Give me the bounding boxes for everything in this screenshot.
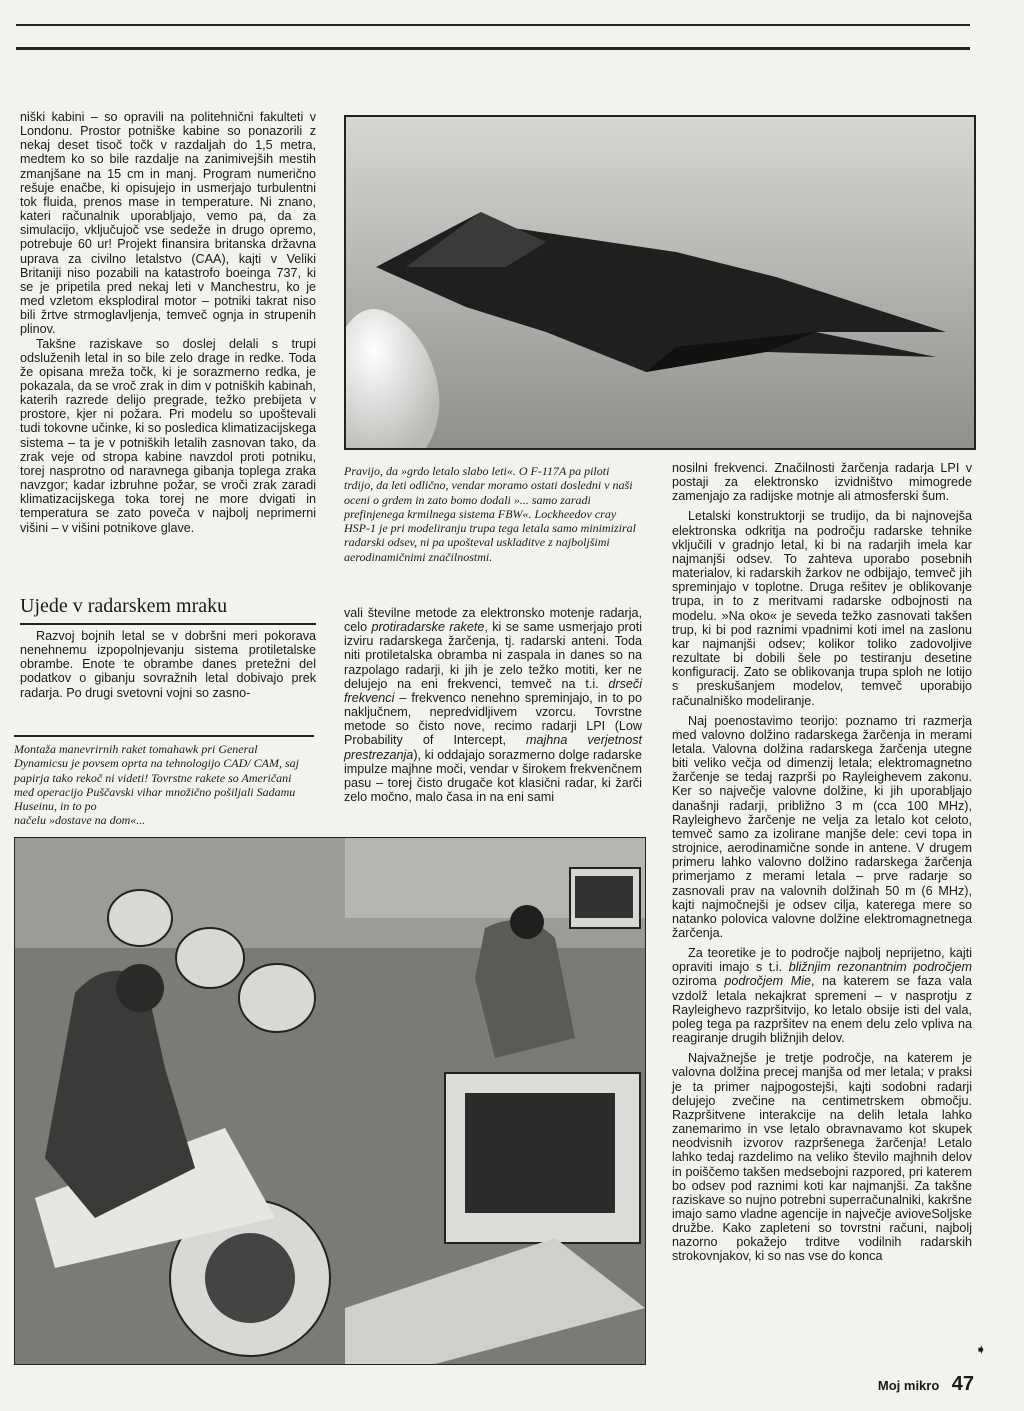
- page-footer: [878, 1373, 974, 1396]
- top-rule-thick: [16, 47, 970, 50]
- page-number: 47: [951, 1373, 974, 1395]
- paragraph: vali številne metode za elektronsko motenje radarja, celo protiradarske rakete, ki se same usmerjajo proti izviru radarskega žarčenja, tj. radarski anteni. Toda niti protiletalska obramba ni zaspala in danes so na razpolago radarji, ki jih je zelo težko motiti, ker ne delujejo na eni frekvenci, temveč na t.i. drseči frekvenci – frekvenco nenehno spreminjajo, in to po naključnem, nepredvidljivem vzorcu. Tovrstne metode so čisto nove, recimo radarji LPI (Low Probability of Intercept, majhna verjetnost prestrezanja), ki oddajajo sorazmerno dolge radarske impulze majhne moči, vendar v širokem frekvenčnem pasu – torej čisto drugače kot klasični radar, ki žarči zelo močno, malo časa in na eni sami: [344, 606, 643, 805]
- section-heading: Ujede v radarskem mraku: [20, 594, 316, 625]
- paragraph: Letalski konstruktorji se trudijo, da bi najnovejša elektronska odkritja na področju radarske tehnike vključili v gradnjo letal, ki bi na radarjih imela kar najmanjši odsev. To zahteva uporabo posebnih materialov, ki radarskih žarkov ne odbijajo, temveč jih spreminjajo v toplotne. Druga rešitev je oblikovanje trupa, in to z meritvami radarske odbojnosti na modelu. »Na oko« je seveda težko zasnovati takšen trup, ki bi pod raznimi vpadnimi koti imel na zaslonu kar najmanjši odsev; kolikor toliko zadovoljive rezultate bi dobili šele po testiranju desetine konfiguracij. Zato se oblikovanja trupa sploh ne lotijo s preskušanjem modelov, temveč uporabijo računalniško modeliranje.: [672, 509, 972, 708]
- column-1-top: [20, 110, 316, 535]
- photo-missile-assembly: [14, 837, 646, 1365]
- magazine-name: Moj mikro: [877, 1378, 940, 1393]
- paragraph: Najvažnejše je tretje področje, na katerem je valovna dolžina precej manjša od mer letala; v praksi je ta primer najpogostejši, kajti sodobni radarji delujejo zvečine na centimetrskem območju. Razpršitvene interakcije na delih letala lahko zanemarimo in vse letalo obravnavamo kot skupek neodvisnih izvorov razpršenega žarčenja! Letalo lahko tedaj razdelimo na veliko število majhnih delov in poiščemo takšen medsebojni razpored, pri katerem bo odsev pod raznimi koti kar najmanjši. Za takšne raziskave so nujno potrebni superračunalniki, kakršne imajo samo vladne agencije in največje avioveSoljske družbe. Kako zapleteni so tovrstni računi, najbolj nazorno pokažejo trditve vodilnih radarskih strokovnjakov, ki so nas vse do konca: [672, 1051, 972, 1264]
- continue-arrow-icon: ➧: [975, 1341, 987, 1357]
- paragraph: niški kabini – so opravili na politehnični fakulteti v Londonu. Prostor potniške kabine so ponazorili z nekaj deset tisoč točk v razdaljah do 1,5 metra, medtem ko so bile razdalje na zanimivejših mestih zmanjšane na 15 cm in manj. Program numerično rešuje enačbe, ki opisujejo in usmerjajo turbulentni tok fluida, prenos mase in temperature. Ni znano, kateri računalnik uporabljajo, vemo pa, da za simulacijo, vključujoč vse sedeže in drugo opremo, potrebuje 60 ur! Projekt finansira britanska državna uprava za civilno letalstvo (CAA), kajti v Veliki Britaniji niso pozabili na katastrofo boeinga 737, ki se je pripetila pred nekaj leti v Manchestru, ko je med vzletom eksplodiral motor – potniki takrat niso bili žrtve strmoglavljenja, temveč ognja in strupenih plinov.: [20, 110, 316, 337]
- column-1-bottom: [20, 629, 316, 700]
- paragraph: nosilni frekvenci. Značilnosti žarčenja radarja LPI v postaji za elektronsko izvidništvo mimogrede zamenjajo za radijske motnje ali atmosferski šum.: [672, 461, 972, 504]
- paragraph: Razvoj bojnih letal se v dobršni meri pokorava nenehnemu izpopolnjevanju sistema protiletalske obrambe. Enote te obrambe danes pretežni del podatkov o gibanju sovražnih letal dobivajo prek radarja. Po drugi svetovni vojni so zasno-: [20, 629, 316, 700]
- column-2: [344, 606, 642, 804]
- paragraph: Za teoretike je to področje najbolj neprijetno, kajti opraviti imajo s t.i. bližnjim rezonantnim področjem oziroma področjem Mie, na katerem se faza vala vzdolž letala nekajkrat spremeni – v nasprotju z Rayleighevo razpršitvijo, ko letalo obsije isti del vala, poleg tega pa razpršitev na enem delu zelo vpliva na reagiranje drugih bližnjih delov.: [672, 946, 973, 1046]
- paragraph: Takšne raziskave so doslej delali s trupi odsluženih letal in so bile zelo drage in redke. Toda že opisana mreža točk, ki je sorazmerno redka, je pokazala, da se vroč zrak in dim v potniških kabinah, katerih razrede delijo pregrade, težko prebijeta v prostore, kjer ni požara. Pri modelu so upoštevali tudi tokovne učinke, ki so posledica klimatizacijskega sistema – ta je v potniških letalih zasnovan tako, da zrak veje od stropa kabine navzdol proti potniku, torej nasprotno od naravnega gibanja toplega zraka navzgor; kadar izbruhne požar, se vroči zrak zaradi klimatizacijskega toka torej ne more dvigati in temperatura se zato poveča v najbolj neprimerni višini – v višini potnikove glave.: [20, 336, 316, 535]
- paragraph: Naj poenostavimo teorijo: poznamo tri razmerja med valovno dolžino radarskega žarčenja in merami letala. Valovna dolžina radarskega žarčenja utegne biti veliko večja od dimenzij letala; elektromagnetno žarčenje se tedaj razprši po Rayleighevem zakonu. Ker so največje valovne dolžine, ki jih uporabljajo današnji radarji, približno 3 m (cca 100 MHz), Rayleighevo žarčenje ne velja za letalo kot celoto, temveč samo za izolirane manjše dele: cevi topa in strojnice, aerodinamične sonde in antene. V drugem primeru lahko valovno dolžino radarskega žarčenja primerjamo z merami letala – prve radarje so zasnovali prav na valovnih dolžinah 50 m (6 MHz), kajti najmočnejši je odsev cilja, katerega mere so natanko polovica valovne dolžine elektromagnetnega žarčenja.: [672, 713, 972, 940]
- photo-caption-stealth: Pravijo, da »grdo letalo slabo leti«. O F-117A pa piloti trdijo, da leti odlično, vendar moramo ostati dosledni v naši oceni o grdem in zato bomo dodali »... samo zaradi prefinjenega krmilnega sistema FBW«. Lockheedov cray HSP-1 je pri modeliranju trupa tega letala samo minimiziral radarski odsev, ni pa upošteval uskladitve z najboljšimi aerodinamičnimi značilnostmi.: [344, 464, 636, 564]
- caption-text: Montaža manevrirnih raket tomahawk pri General Dynamicsu je povsem oprta na tehnologijo CAD/ CAM, saj papirja tako rekoč ni videti! Tovrstne rakete so Američani med operacijo Puščavski vihar množično pošiljali Sadamu Huseinu, in to po: [14, 742, 299, 814]
- caption-text-end: načelu »dostave na dom«...: [14, 813, 146, 828]
- photo-stealth-aircraft: [344, 115, 976, 450]
- top-rule: [16, 24, 970, 26]
- photo-caption-assembly: [14, 735, 314, 828]
- column-3: [672, 461, 972, 1264]
